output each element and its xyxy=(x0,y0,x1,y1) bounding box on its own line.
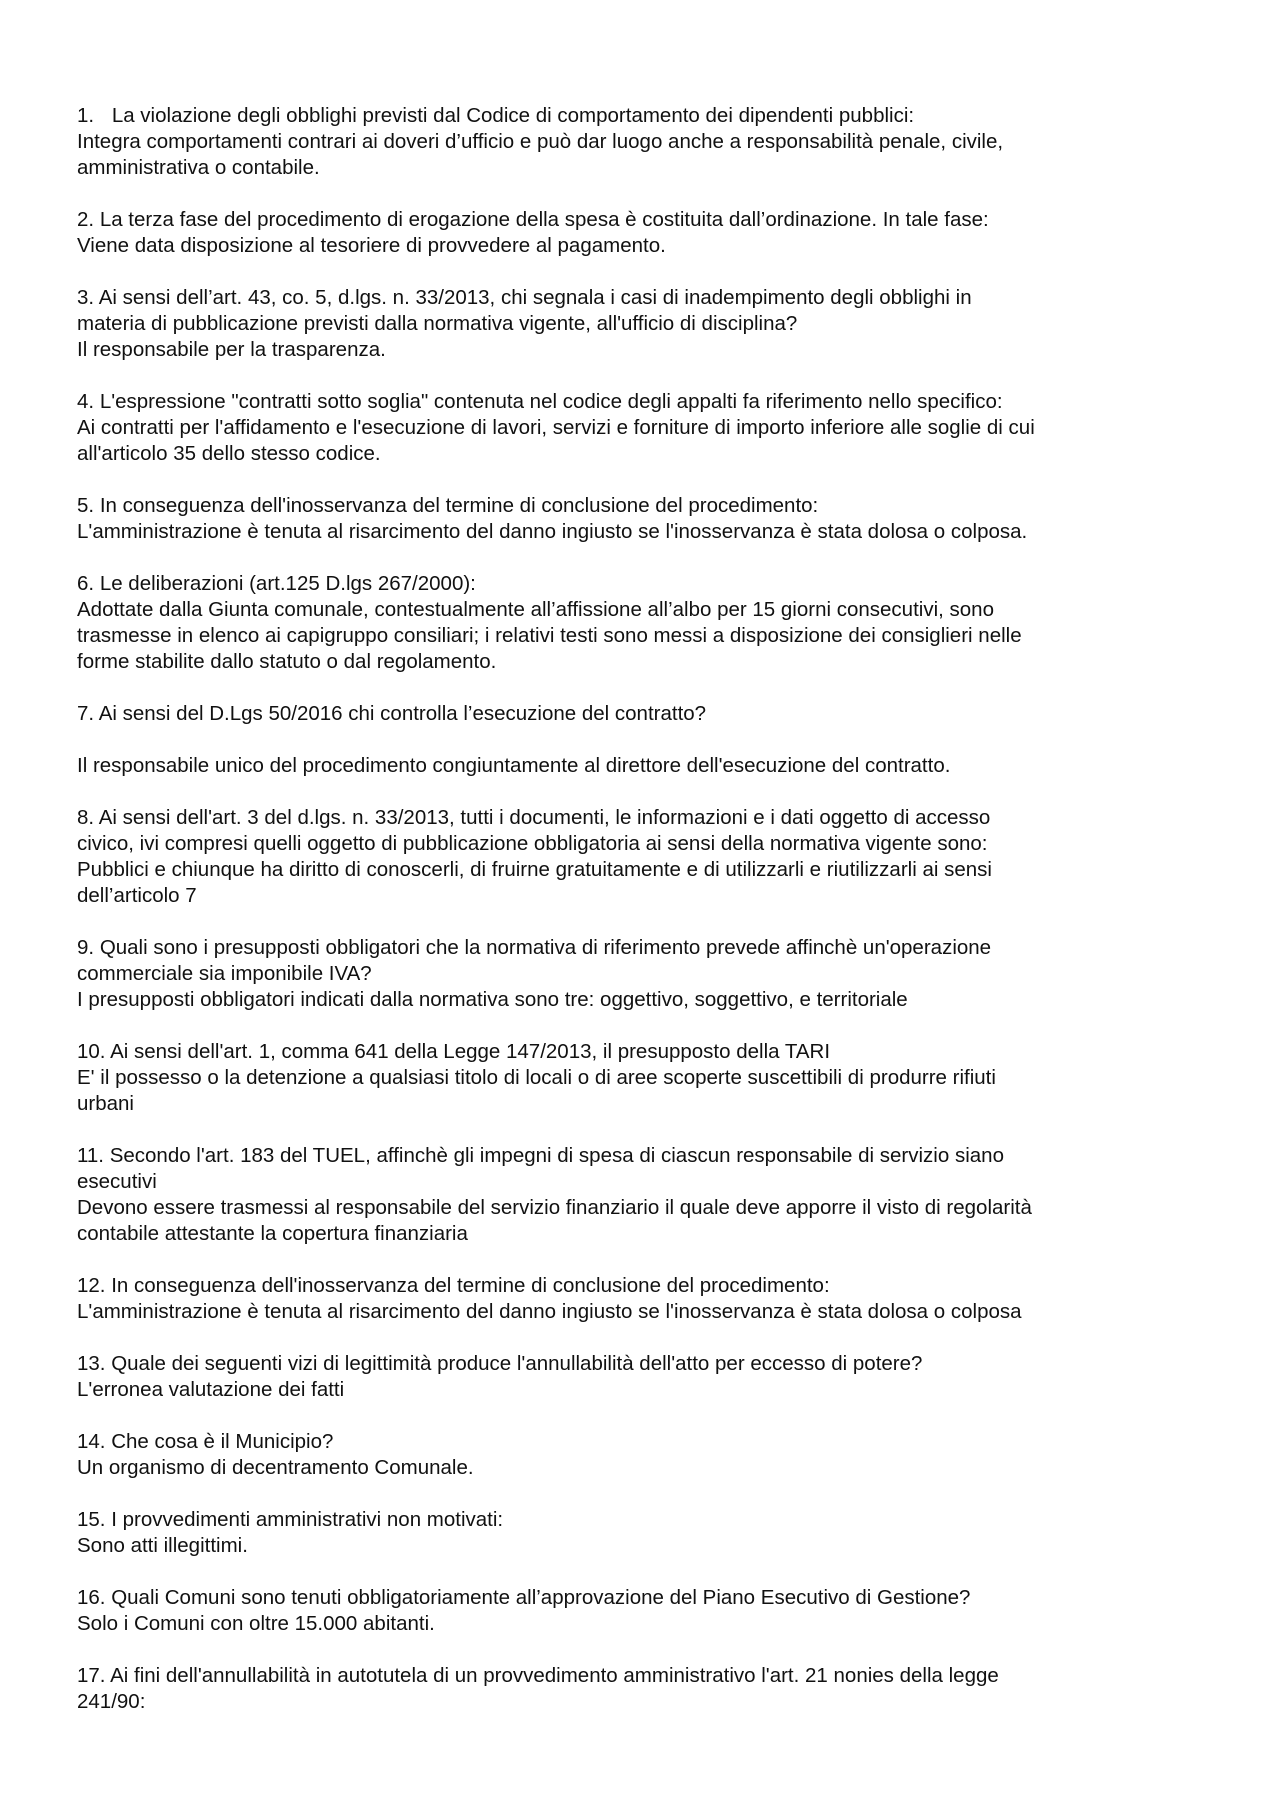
qa-item-8 xyxy=(77,805,1207,909)
question-line: 3. Ai sensi dell’art. 43, co. 5, d.lgs. n. 33/2013, chi segnala i casi di inadempimento degli obblighi in xyxy=(77,286,972,309)
answer-line: Un organismo di decentramento Comunale. xyxy=(77,1456,474,1479)
question-line: esecutivi xyxy=(77,1170,157,1193)
question-line: commerciale sia imponibile IVA? xyxy=(77,962,372,985)
question-line: 2. La terza fase del procedimento di erogazione della spesa è costituita dall’ordinazione. In tale fase: xyxy=(77,208,989,231)
question-line: 8. Ai sensi dell'art. 3 del d.lgs. n. 33/2013, tutti i documenti, le informazioni e i dati oggetto di accesso xyxy=(77,806,991,829)
answer-line: amministrativa o contabile. xyxy=(77,156,320,179)
answer-line: L'erronea valutazione dei fatti xyxy=(77,1378,345,1401)
document-page xyxy=(77,103,1207,1741)
question-line: 16. Quali Comuni sono tenuti obbligatoriamente all’approvazione del Piano Esecutivo di Gestione? xyxy=(77,1586,971,1609)
answer-line: forme stabilite dallo statuto o dal regolamento. xyxy=(77,650,497,673)
answer-line: L'amministrazione è tenuta al risarcimento del danno ingiusto se l'inosservanza è stata dolosa o colposa xyxy=(77,1300,1022,1323)
question-line: 14. Che cosa è il Municipio? xyxy=(77,1430,334,1453)
qa-item-15 xyxy=(77,1507,1207,1559)
item-number: 12. xyxy=(77,1274,106,1297)
answer-line: Pubblici e chiunque ha diritto di conoscerli, di fruirne gratuitamente e di utilizzarli e riutilizzarli ai sensi xyxy=(77,858,992,881)
answer-line: urbani xyxy=(77,1092,134,1115)
question-line: 7. Ai sensi del D.Lgs 50/2016 chi controlla l’esecuzione del contratto? xyxy=(77,702,707,725)
qa-item-7 xyxy=(77,701,1207,779)
item-number: 6. xyxy=(77,572,95,595)
qa-item-12 xyxy=(77,1273,1207,1325)
question-line: 1. La violazione degli obblighi previsti dal Codice di comportamento dei dipendenti pubblici: xyxy=(77,104,915,127)
qa-item-6 xyxy=(77,571,1207,675)
item-number: 13. xyxy=(77,1352,106,1375)
qa-item-11 xyxy=(77,1143,1207,1247)
item-number: 15. xyxy=(77,1508,106,1531)
item-number: 4. xyxy=(77,390,95,413)
item-number: 10. xyxy=(77,1040,106,1063)
answer-line: Il responsabile per la trasparenza. xyxy=(77,338,386,361)
answer-line: E' il possesso o la detenzione a qualsiasi titolo di locali o di aree scoperte suscettibili di produrre rifiuti xyxy=(77,1066,996,1089)
answer-line: trasmesse in elenco ai capigruppo consiliari; i relativi testi sono messi a disposizione dei consiglieri nelle xyxy=(77,624,1022,647)
qa-item-4 xyxy=(77,389,1207,467)
qa-item-1 xyxy=(77,103,1207,181)
qa-item-5 xyxy=(77,493,1207,545)
item-number: 5. xyxy=(77,494,95,517)
qa-item-13 xyxy=(77,1351,1207,1403)
answer-line: L'amministrazione è tenuta al risarcimento del danno ingiusto se l'inosservanza è stata dolosa o colposa. xyxy=(77,520,1028,543)
item-number: 14. xyxy=(77,1430,106,1453)
answer-line: Devono essere trasmessi al responsabile del servizio finanziario il quale deve apporre il visto di regolarità xyxy=(77,1196,1032,1219)
answer-line: Integra comportamenti contrari ai doveri d’ufficio e può dar luogo anche a responsabilità penale, civile, xyxy=(77,130,1004,153)
item-number: 9. xyxy=(77,936,95,959)
item-number: 1. xyxy=(77,104,95,127)
question-line: 17. Ai fini dell'annullabilità in autotutela di un provvedimento amministrativo l'art. 21 nonies della legge xyxy=(77,1664,999,1687)
item-number: 2. xyxy=(77,208,95,231)
question-line: 4. L'espressione "contratti sotto soglia" contenuta nel codice degli appalti fa riferimento nello specifico: xyxy=(77,390,1003,413)
item-number: 16. xyxy=(77,1586,106,1609)
answer-line: dell’articolo 7 xyxy=(77,884,197,907)
item-number: 17. xyxy=(77,1664,106,1687)
item-number: 3. xyxy=(77,286,95,309)
question-line: 11. Secondo l'art. 183 del TUEL, affinchè gli impegni di spesa di ciascun responsabile di servizio siano xyxy=(77,1144,1004,1167)
qa-item-10 xyxy=(77,1039,1207,1117)
question-line: 12. In conseguenza dell'inosservanza del termine di conclusione del procedimento: xyxy=(77,1274,830,1297)
question-line: 15. I provvedimenti amministrativi non motivati: xyxy=(77,1508,504,1531)
answer-line: Viene data disposizione al tesoriere di provvedere al pagamento. xyxy=(77,234,666,257)
question-line: civico, ivi compresi quelli oggetto di pubblicazione obbligatoria ai sensi della normativa vigente sono: xyxy=(77,832,988,855)
qa-item-9 xyxy=(77,935,1207,1013)
answer-line: Adottate dalla Giunta comunale, contestualmente all’affissione all’albo per 15 giorni consecutivi, sono xyxy=(77,598,994,621)
qa-item-2 xyxy=(77,207,1207,259)
answer-line: all'articolo 35 dello stesso codice. xyxy=(77,442,381,465)
blank-line xyxy=(77,727,1207,753)
answer-line: Solo i Comuni con oltre 15.000 abitanti. xyxy=(77,1612,435,1635)
question-line: 10. Ai sensi dell'art. 1, comma 641 della Legge 147/2013, il presupposto della TARI xyxy=(77,1040,831,1063)
qa-item-16 xyxy=(77,1585,1207,1637)
question-line: 5. In conseguenza dell'inosservanza del termine di conclusione del procedimento: xyxy=(77,494,819,517)
question-line: 241/90: xyxy=(77,1690,146,1713)
item-number: 8. xyxy=(77,806,95,829)
item-number: 7. xyxy=(77,702,95,725)
answer-line: Il responsabile unico del procedimento congiuntamente al direttore dell'esecuzione del contratto. xyxy=(77,754,951,777)
question-line: 6. Le deliberazioni (art.125 D.lgs 267/2000): xyxy=(77,572,476,595)
question-line: 9. Quali sono i presupposti obbligatori che la normativa di riferimento prevede affinchè un'operazione xyxy=(77,936,992,959)
answer-line: Ai contratti per l'affidamento e l'esecuzione di lavori, servizi e forniture di importo inferiore alle soglie di cui xyxy=(77,416,1035,439)
answer-line: Sono atti illegittimi. xyxy=(77,1534,248,1557)
qa-item-3 xyxy=(77,285,1207,363)
qa-item-17 xyxy=(77,1663,1207,1715)
item-number: 11. xyxy=(77,1144,104,1167)
answer-line: contabile attestante la copertura finanziaria xyxy=(77,1222,468,1245)
answer-line: I presupposti obbligatori indicati dalla normativa sono tre: oggettivo, soggettivo, e territoriale xyxy=(77,988,908,1011)
qa-item-14 xyxy=(77,1429,1207,1481)
question-line: materia di pubblicazione previsti dalla normativa vigente, all'ufficio di disciplina? xyxy=(77,312,798,335)
question-line: 13. Quale dei seguenti vizi di legittimità produce l'annullabilità dell'atto per eccesso di potere? xyxy=(77,1352,923,1375)
